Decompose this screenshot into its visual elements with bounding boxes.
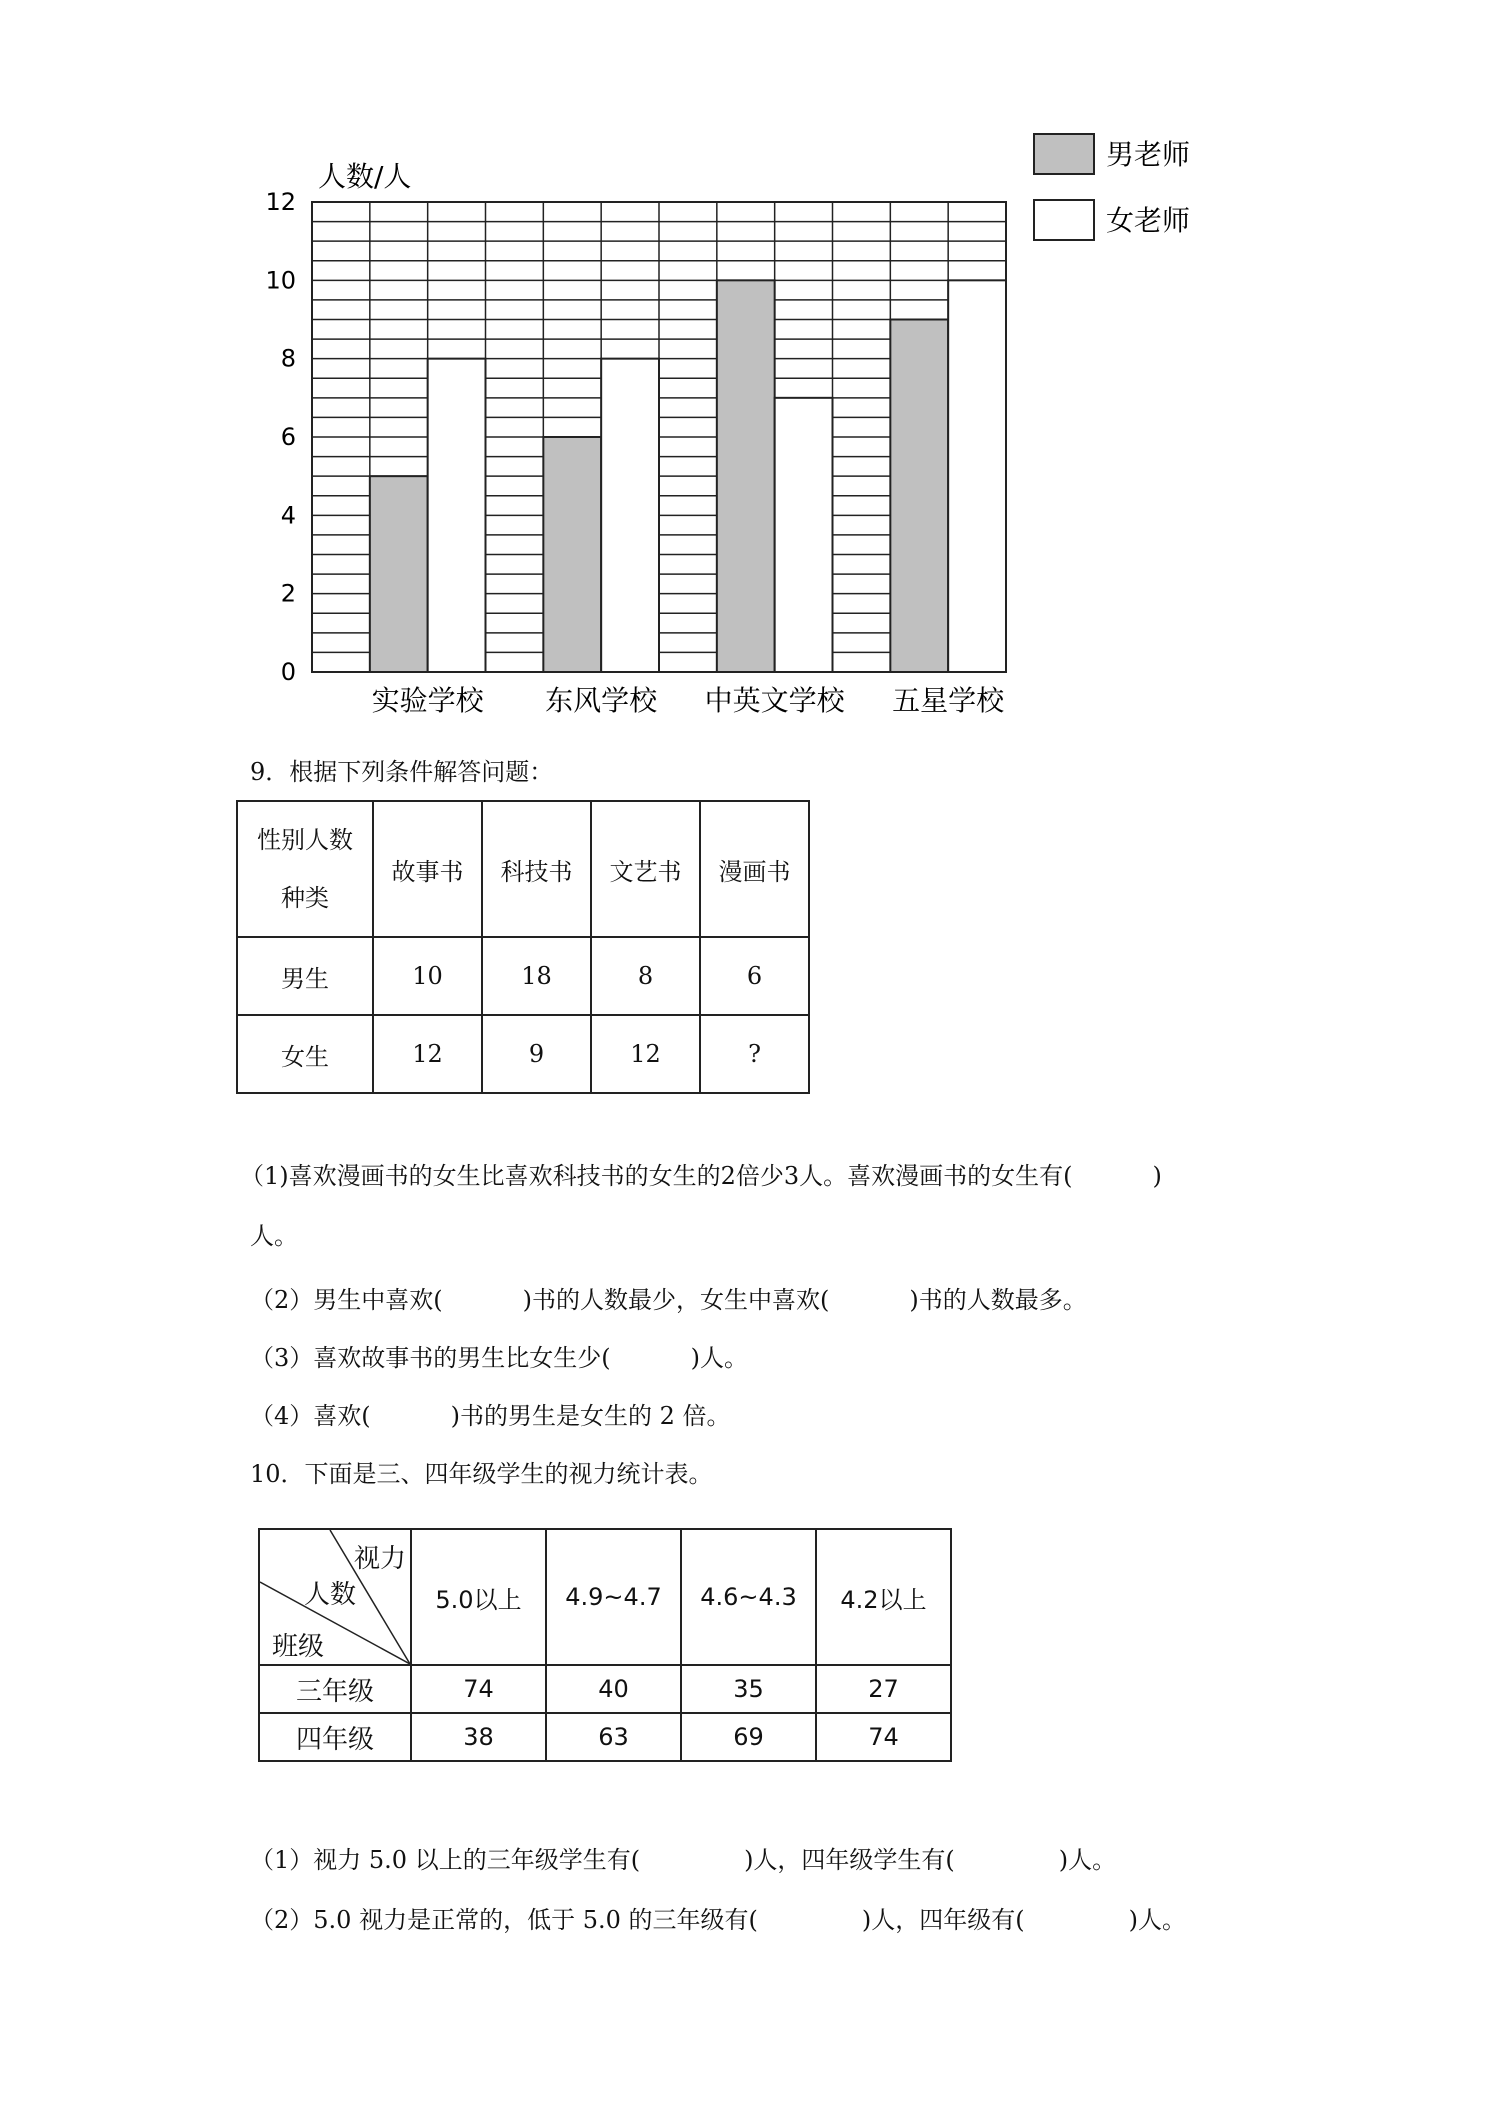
q10-sub2-end: )人。 bbox=[1128, 1906, 1186, 1934]
q10-sub1 bbox=[250, 1844, 1116, 1876]
q9-sub1-close: ) bbox=[1152, 1162, 1162, 1190]
q9-cell: 9 bbox=[482, 1015, 591, 1093]
q9-sub2-end: )书的人数最多。 bbox=[909, 1286, 1087, 1314]
category-label: 实验学校 bbox=[371, 684, 484, 717]
q10-corner-mid: 人数 bbox=[304, 1580, 357, 1610]
legend-swatch bbox=[1034, 134, 1094, 174]
q9-cell: 12 bbox=[373, 1015, 482, 1093]
q10-corner-bottom: 班级 bbox=[272, 1632, 325, 1662]
bar-female bbox=[428, 359, 486, 672]
q9-sub1-text: （1)喜欢漫画书的女生比喜欢科技书的女生的2倍少3人。喜欢漫画书的女生有( bbox=[240, 1162, 1073, 1190]
y-axis-label: 人数/人 bbox=[318, 160, 412, 193]
q10-header-cell: 4.6~4.3 bbox=[681, 1529, 816, 1665]
q9-sub4-text: （4）喜欢( bbox=[250, 1402, 371, 1430]
q10-table bbox=[258, 1528, 952, 1762]
legend-swatch bbox=[1034, 200, 1094, 240]
q9-corner-bottom: 种类 bbox=[281, 884, 329, 912]
q10-row-grade3 bbox=[259, 1665, 951, 1713]
category-label: 五星学校 bbox=[892, 684, 1005, 717]
chart-category-labels bbox=[372, 684, 1006, 717]
chart-ticks bbox=[265, 188, 296, 686]
q9-cell: 12 bbox=[591, 1015, 700, 1093]
q10-sub2-mid: )人，四年级有( bbox=[861, 1906, 1025, 1934]
q10-cell: 40 bbox=[546, 1665, 681, 1713]
q10-sub1-mid: )人，四年级学生有( bbox=[744, 1846, 955, 1874]
q10-corner-top: 视力 bbox=[353, 1544, 406, 1574]
q10-sub2-text: （2）5.0 视力是正常的，低于 5.0 的三年级有( bbox=[250, 1906, 758, 1934]
teacher-bar-chart bbox=[0, 0, 1488, 740]
q9-cell: 10 bbox=[373, 937, 482, 1015]
y-tick-label: 0 bbox=[280, 658, 296, 686]
category-label: 中英文学校 bbox=[704, 684, 845, 717]
y-tick-label: 12 bbox=[265, 188, 296, 216]
q9-cell: 18 bbox=[482, 937, 591, 1015]
q9-cell: 6 bbox=[700, 937, 809, 1015]
q9-header-cell: 科技书 bbox=[482, 801, 591, 937]
q10-cell: 27 bbox=[816, 1665, 951, 1713]
q9-cell: 8 bbox=[591, 937, 700, 1015]
q9-row-girls bbox=[237, 1015, 809, 1093]
y-tick-label: 10 bbox=[265, 266, 296, 295]
q10-header-cell: 4.9~4.7 bbox=[546, 1529, 681, 1665]
q10-row-grade4 bbox=[259, 1713, 951, 1761]
q10-row-label: 四年级 bbox=[259, 1713, 411, 1761]
bar-male bbox=[717, 280, 775, 672]
q10-header-cell: 5.0以上 bbox=[411, 1529, 546, 1665]
y-tick-label: 8 bbox=[280, 344, 296, 373]
q9-title: 9．根据下列条件解答问题： bbox=[250, 758, 554, 786]
q9-corner-header bbox=[237, 801, 373, 937]
y-tick-label: 4 bbox=[280, 501, 296, 530]
q9-corner-top: 性别人数 bbox=[257, 826, 353, 854]
q9-cell: ? bbox=[700, 1015, 809, 1093]
q9-sub2 bbox=[250, 1284, 1087, 1316]
q10-cell: 74 bbox=[816, 1713, 951, 1761]
q9-sub3-end: )人。 bbox=[690, 1344, 749, 1372]
y-tick-label: 2 bbox=[280, 579, 296, 608]
legend-label: 女老师 bbox=[1106, 204, 1191, 237]
q9-table bbox=[236, 800, 810, 1094]
q9-sub3-text: （3）喜欢故事书的男生比女生少( bbox=[250, 1344, 611, 1372]
q9-header-cell: 文艺书 bbox=[591, 801, 700, 937]
q10-sub1-text: （1）视力 5.0 以上的三年级学生有( bbox=[250, 1846, 641, 1874]
q10-corner-header bbox=[259, 1529, 411, 1665]
q10-cell: 63 bbox=[546, 1713, 681, 1761]
q10-sub2 bbox=[250, 1904, 1186, 1936]
q9-row-boys bbox=[237, 937, 809, 1015]
q10-title: 10．下面是三、四年级学生的视力统计表。 bbox=[250, 1460, 713, 1488]
q10-cell: 38 bbox=[411, 1713, 546, 1761]
q9-header-cell: 漫画书 bbox=[700, 801, 809, 937]
bar-female bbox=[601, 359, 659, 672]
q10-cell: 69 bbox=[681, 1713, 816, 1761]
q9-sub2-text: （2）男生中喜欢( bbox=[250, 1286, 443, 1314]
category-label: 东风学校 bbox=[545, 684, 658, 717]
q9-sub1 bbox=[240, 1160, 1162, 1192]
q9-header-cell: 故事书 bbox=[373, 801, 482, 937]
q10-cell: 35 bbox=[681, 1665, 816, 1713]
q9-sub4 bbox=[250, 1400, 731, 1432]
q9-row-label: 女生 bbox=[237, 1015, 373, 1093]
q10-cell: 74 bbox=[411, 1665, 546, 1713]
q9-row-label: 男生 bbox=[237, 937, 373, 1015]
q9-sub4-end: )书的男生是女生的 2 倍。 bbox=[450, 1402, 731, 1430]
q10-row-label: 三年级 bbox=[259, 1665, 411, 1713]
q10-sub1-end: )人。 bbox=[1058, 1846, 1117, 1874]
bar-female bbox=[948, 280, 1006, 672]
q9-sub1-cont: 人。 bbox=[250, 1222, 298, 1250]
q10-header-cell: 4.2以上 bbox=[816, 1529, 951, 1665]
q9-sub3 bbox=[250, 1342, 748, 1374]
q9-sub2-mid: )书的人数最少，女生中喜欢( bbox=[522, 1286, 830, 1314]
bar-female bbox=[775, 398, 833, 672]
y-tick-label: 6 bbox=[280, 423, 296, 451]
chart-legend bbox=[1034, 134, 1190, 240]
bar-male bbox=[370, 476, 428, 672]
legend-label: 男老师 bbox=[1106, 138, 1191, 171]
bar-male bbox=[890, 320, 948, 673]
bar-male bbox=[543, 437, 601, 672]
